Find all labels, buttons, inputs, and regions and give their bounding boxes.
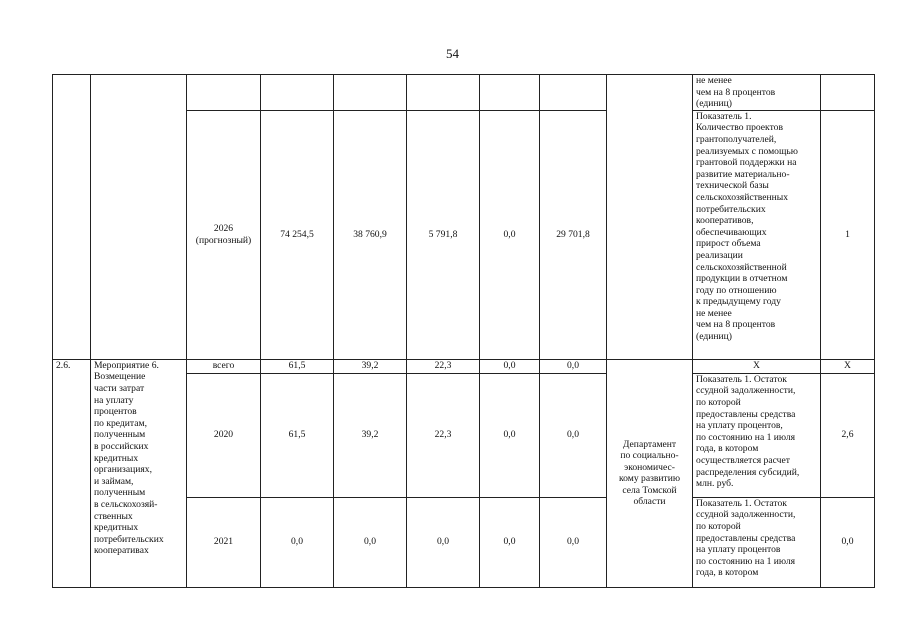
value-cell: 0,0 — [540, 359, 607, 373]
activity-cell-empty — [91, 75, 187, 360]
item-number: 2.6. — [53, 359, 91, 587]
value-cell: 0,0 — [334, 497, 407, 587]
value-cell: 61,5 — [261, 373, 334, 497]
value-cell: 0,0 — [261, 497, 334, 587]
indicator-text: Показатель 1. Остаток ссудной задолженности, по которой предоставлены средства на уплату процентов по состоянию на 1 июля года, в котором — [693, 497, 821, 587]
indicator-value: 2,6 — [821, 373, 875, 497]
indicator-value: Х — [821, 359, 875, 373]
year-cell: 2021 — [187, 497, 261, 587]
value-cell: 0,0 — [480, 497, 540, 587]
value-cell: 5 791,8 — [407, 110, 480, 359]
value-cell: 61,5 — [261, 359, 334, 373]
value-cell: 29 701,8 — [540, 110, 607, 359]
executor-cell-empty — [607, 75, 693, 360]
value-cell: 39,2 — [334, 359, 407, 373]
value-cell: 22,3 — [407, 373, 480, 497]
indicator-text: Показатель 1. Остаток ссудной задолженности, по которой предоставлены средства на уплату процентов, по состоянию на 1 июля года, в котором осуществляется расчет распределения субсидий, млн. руб. — [693, 373, 821, 497]
indicator-value: 0,0 — [821, 497, 875, 587]
program-table — [52, 74, 875, 588]
value-cell: 39,2 — [334, 373, 407, 497]
value-cell: 0,0 — [480, 373, 540, 497]
indicator-text: не менее чем на 8 процентов (единиц) — [693, 75, 821, 111]
year-cell: 2026 (прогнозный) — [187, 110, 261, 359]
year-cell: всего — [187, 359, 261, 373]
table-row — [53, 359, 875, 373]
value-cell: 0,0 — [540, 373, 607, 497]
indicator-value: 1 — [821, 110, 875, 359]
value-cell: 0,0 — [540, 497, 607, 587]
value-cell: 0,0 — [480, 110, 540, 359]
table-row — [53, 75, 875, 111]
year-cell: 2020 — [187, 373, 261, 497]
num-cell-empty — [53, 75, 91, 360]
value-cell: 0,0 — [480, 359, 540, 373]
executor: Департамент по социально- экономичес- кому развитию села Томской области — [607, 359, 693, 587]
activity-name: Мероприятие 6. Возмещение части затрат на уплату процентов по кредитам, полученным в российских кредитных организациях, и займам, полученным в сельскохозяй- ственных кредитных потребительских кооперативах — [91, 359, 187, 587]
indicator-text: Показатель 1. Количество проектов грантополучателей, реализуемых с помощью грантовой поддержки на развитие материально- технической базы сельскохозяйственных потребительских кооперативов, обеспечивающих прирост объема реализации сельскохозяйственной продукции в отчетном году по отношению к предыдущему году не менее чем на 8 процентов (единиц) — [693, 110, 821, 359]
indicator-text: Х — [693, 359, 821, 373]
value-cell: 38 760,9 — [334, 110, 407, 359]
value-cell: 22,3 — [407, 359, 480, 373]
page-number: 54 — [446, 46, 459, 61]
value-cell: 0,0 — [407, 497, 480, 587]
value-cell: 74 254,5 — [261, 110, 334, 359]
